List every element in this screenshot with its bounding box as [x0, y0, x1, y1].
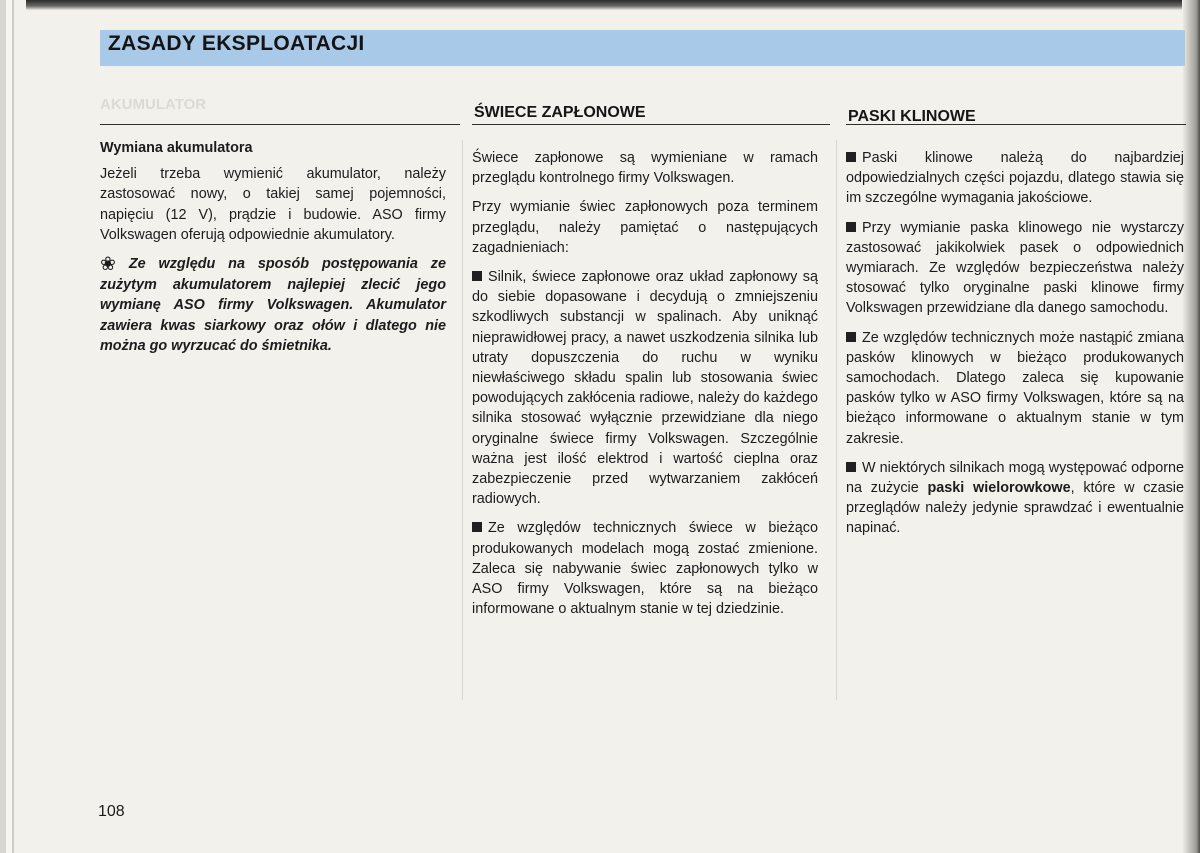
- left-column-rule: [100, 124, 460, 125]
- bullet-square-icon: [846, 462, 856, 472]
- spark-plugs-p3: [472, 267, 818, 509]
- v-belts-p4-text-a: W niektórych silnikach mogą występować odporne na zużycie: [846, 459, 1184, 497]
- spark-plugs-p1: Świece zapłonowe są wymieniane w ramach przeglądu kontrolnego firmy Volkswagen.: [472, 150, 818, 187]
- bullet-square-icon: [846, 332, 856, 342]
- bullet-square-icon: [846, 222, 856, 232]
- column-divider: [836, 140, 837, 700]
- v-belts-p3: [846, 328, 1184, 449]
- bullet-square-icon: [472, 271, 482, 281]
- battery-warning-text: Ze względu na sposób postępowania ze zużytym akumulatorem najlepiej zlecić jego wymianę ASO firmy Volkswagen. Akumulator zawiera kwas siarkowy oraz ołów i dlatego nie można go wyrzucać do śmietnika.: [100, 256, 447, 354]
- v-belts-p1-text: Paski klinowe należą do najbardziej odpowiedzialnych części pojazdu, dlatego stawia się im szczególne wymagania jakościowe.: [846, 150, 1184, 207]
- ghost-heading-bleed: AKUMULATOR: [100, 96, 207, 113]
- spark-plugs-heading: ŚWIECE ZAPŁONOWE: [474, 104, 646, 121]
- environment-clover-icon: ❀: [100, 254, 125, 276]
- right-column: [846, 148, 1184, 548]
- middle-column-rule: [472, 124, 830, 125]
- middle-column: [472, 148, 818, 628]
- v-belts-heading: PASKI KLINOWE: [848, 108, 976, 125]
- page-right-edge: [1182, 0, 1200, 853]
- v-belts-p2-text: Przy wymianie paska klinowego nie wystarczy zastosować jakikolwiek pasek o odpowiednich wymiarach. Ze względów bezpieczeństwa należy stosować tylko oryginalne paski klinowe firmy Volkswagen przewidziane dla danego samochodu.: [846, 219, 1184, 317]
- battery-replacement-subheading: Wymiana akumulatora: [100, 140, 253, 156]
- bullet-square-icon: [472, 522, 482, 532]
- section-title: ZASADY EKSPLOATACJI: [108, 32, 365, 55]
- bullet-square-icon: [846, 152, 856, 162]
- v-belts-p2: [846, 218, 1184, 319]
- page-number: 108: [98, 803, 125, 820]
- page-top-edge: [0, 0, 1200, 10]
- v-belts-p4-text-b: , które w czasie przeglądów należy jedynie sprawdzać i ewentualnie napinać.: [846, 480, 1184, 537]
- page-binding-edge: [0, 0, 26, 853]
- spark-plugs-p3-text: Silnik, świece zapłonowe oraz układ zapłonowy są do siebie dopasowane i decydują o zmniejszeniu szkodliwych substancji w spalinach. Aby uniknąć nieprawidłowej pracy, a nawet uszkodzenia silnika lub utraty dopuszczenia do ruchu w wyniku niewłaściwego składu spalin lub stosowania świec powodujących zakłócenia radiowe, należy do każdego silnika stosować wyłącznie przewidziane dla niego oryginalne świece firmy Volkswagen. Szczególnie ważna jest ilość elektrod i wartość cieplna oraz zabezpieczenie przed wytwarzaniem zakłóceń radiowych.: [472, 269, 818, 508]
- left-column: [100, 138, 446, 365]
- battery-replacement-paragraph: Jeżeli trzeba wymienić akumulator, należy zastosować nowy, o takiej samej pojemności, napięciu (12 V), prądzie i budowie. ASO firmy Volkswagen oferują odpowiednie akumulatory.: [100, 166, 446, 243]
- battery-warning: [100, 254, 446, 356]
- v-belts-p4-bold: paski wielorowkowe: [927, 480, 1071, 497]
- v-belts-p1: [846, 148, 1184, 209]
- spark-plugs-p4: [472, 518, 818, 619]
- v-belts-p4: [846, 458, 1184, 539]
- v-belts-p3-text: Ze względów technicznych może nastąpić zmiana pasków klinowych w bieżąco produkowanych samochodach. Dlatego zaleca się kupowanie pasków tylko w ASO firmy Volkswagen, które są na bieżąco informowane o aktualnym stanie w tym zakresie.: [846, 329, 1184, 447]
- column-divider: [462, 140, 463, 700]
- spark-plugs-p4-text: Ze względów technicznych świece w bieżąco produkowanych modelach mogą zostać zmienione. Zaleca się nabywanie świec zapłonowych tylko w ASO firmy Volkswagen, które są na bieżąco informowane o aktualnym stanie w tej dziedzinie.: [472, 520, 818, 618]
- spark-plugs-p2: Przy wymianie świec zapłonowych poza terminem przeglądu, należy pamiętać o następujących zagadnieniach:: [472, 199, 818, 256]
